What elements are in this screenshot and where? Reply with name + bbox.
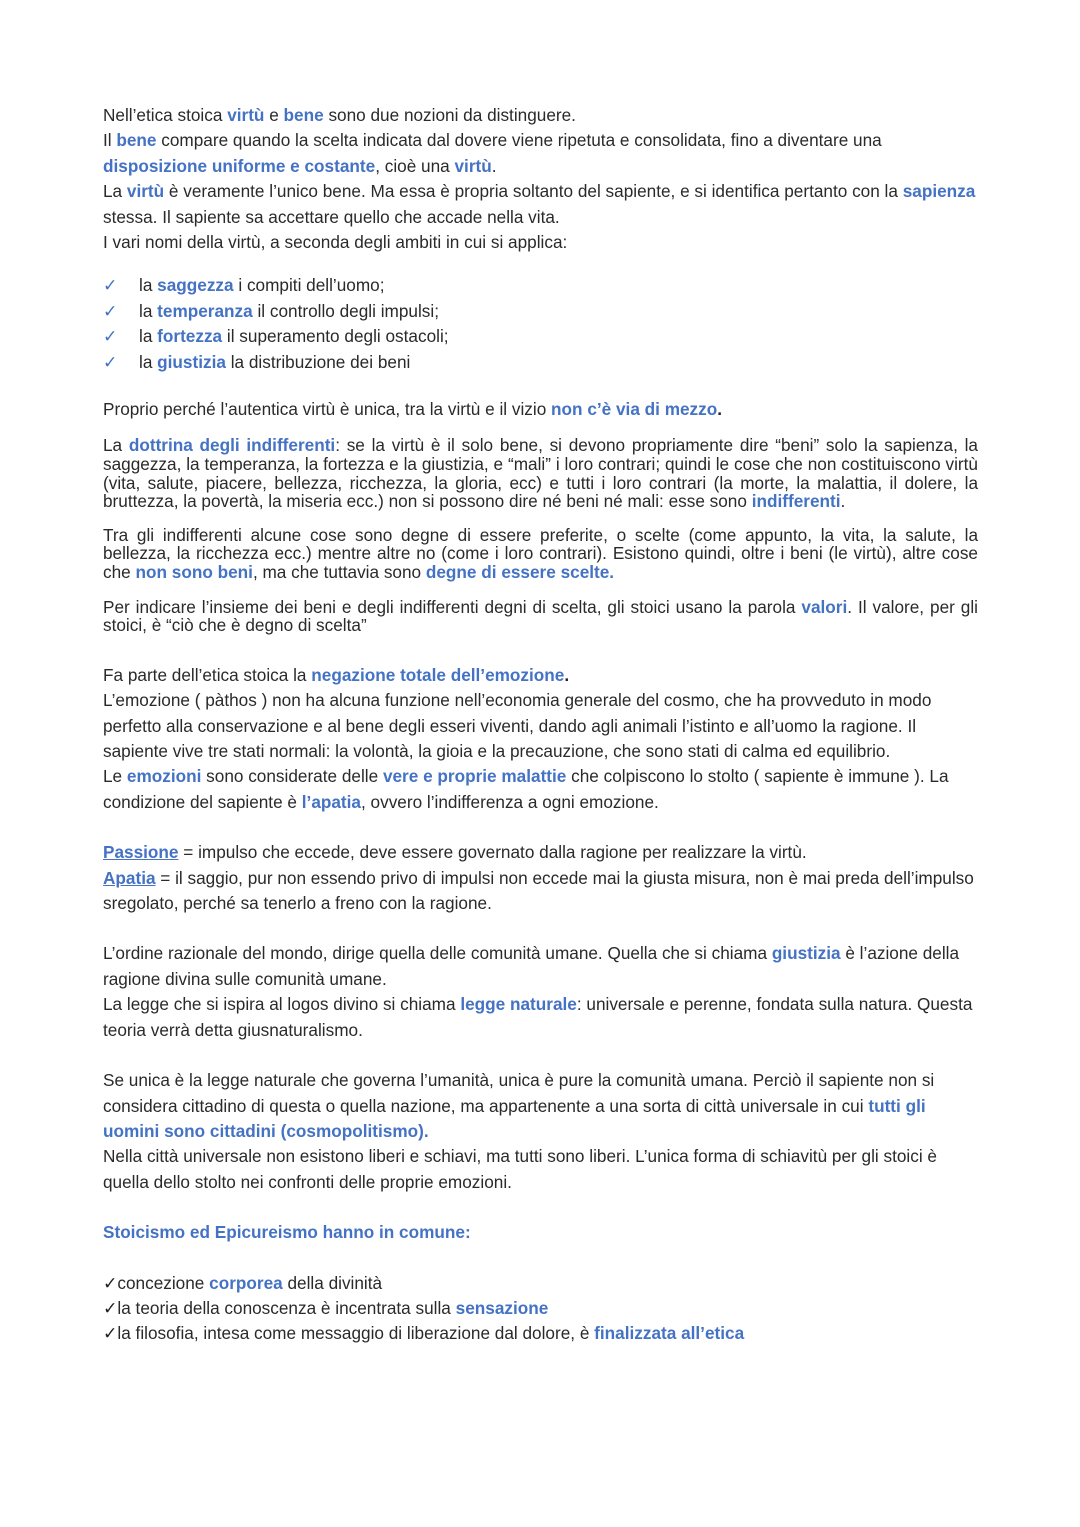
text: , cioè una	[375, 155, 455, 176]
paragraph-virtue-intro	[103, 103, 978, 255]
term-malattie: vere e proprie malattie	[382, 766, 567, 787]
text: .	[491, 155, 497, 176]
term-degne-di-scelta: degne di essere scelte.	[425, 562, 615, 583]
text: e	[264, 105, 284, 125]
checkmark-icon: ✓	[103, 326, 118, 347]
virtue-name: fortezza	[157, 326, 223, 347]
list-item	[103, 1321, 978, 1346]
text: = il saggio, pur non essendo privo di impulsi non eccede mai la giusta misura, non è mai preda dell’impulso sregolato, perché sa tenerlo a freno con la ragione.	[103, 867, 974, 914]
term-bene: bene	[283, 105, 324, 125]
line: I vari nomi della virtù, a seconda degli ambiti in cui si applica:	[103, 232, 568, 253]
term-sapienza: sapienza	[902, 181, 976, 202]
term-apatia: Apatia	[103, 867, 156, 888]
term-indifferenti: indifferenti	[751, 491, 841, 512]
term-cosmopolitismo: tutti gli uomini sono cittadini (cosmopolitismo).	[103, 1095, 926, 1141]
line	[103, 179, 978, 230]
text: , ma che tuttavia sono	[252, 562, 426, 583]
text: i compiti dell’uomo;	[233, 275, 385, 296]
term-emozioni: emozioni	[126, 766, 202, 787]
line	[103, 941, 978, 992]
term-via-di-mezzo: non c’è via di mezzo	[551, 399, 718, 420]
term-virtu: virtù	[126, 181, 165, 202]
text: = impulso che eccede, deve essere governato dalla ragione per realizzare la virtù.	[178, 842, 807, 863]
list-item	[103, 273, 978, 298]
line	[103, 128, 978, 179]
text: Nell’etica stoica	[103, 105, 228, 125]
text: . Il valore, per gli stoici, è “ciò che è degno di scelta”	[103, 596, 978, 636]
text: Proprio perché l’autentica virtù è unica, tra la virtù e il vizio	[103, 399, 552, 420]
text: la distribuzione dei beni	[225, 351, 411, 372]
key-term: sensazione	[455, 1297, 549, 1318]
text: Per indicare l’insieme dei beni e degli indifferenti degni di scelta, gli stoici usano la parola	[103, 596, 802, 617]
term-negazione: negazione totale dell’emozione	[311, 664, 565, 685]
checkmark-icon: ✓	[103, 351, 118, 372]
text: la teoria della conoscenza è incentrata sulla	[117, 1297, 456, 1318]
term-virtu: virtù	[227, 105, 265, 125]
line: Nella città universale non esistono liberi e schiavi, ma tutti sono liberi. L’unica forma di schiavitù per gli stoici è quella dello stolto nei confronti delle proprie emozioni.	[103, 1146, 937, 1192]
text: : se la virtù è il solo bene, si devono propriamente dire “beni” solo la sapienza, la saggezza, la temperanza, la fortezza e la giustizia, e “mali” i loro contrari; quindi le cose che non costituiscono virtù (vita, salute, piacere, bellezza, ricchezza, la gloria, ecc) e tutti i loro contrari (la morte, la malattia, il dolere, la bruttezza, la povertà, la miseria ecc.) non si possono dire né beni né mali: esse sono	[103, 435, 978, 512]
text: che colpiscono lo stolto ( sapiente è immune ). La condizione del sapiente è	[103, 766, 949, 812]
paragraph-no-middle-way	[103, 397, 978, 422]
text: la	[139, 351, 158, 372]
text: la filosofia, intesa come messaggio di liberazione dal dolore, è	[117, 1323, 595, 1344]
checkmark-icon: ✓	[103, 1297, 118, 1318]
text: la	[139, 300, 158, 321]
line	[103, 663, 978, 688]
list-item	[103, 324, 978, 349]
text: sono due nozioni da distinguere.	[323, 105, 576, 125]
term-giustizia: giustizia	[771, 943, 841, 964]
text: : universale e perenne, fondata sulla natura. Questa teoria verrà detta giusnaturalismo.	[103, 994, 973, 1040]
text: .	[840, 491, 846, 512]
virtue-name: giustizia	[157, 351, 226, 372]
text: Il	[103, 130, 117, 151]
key-term: corporea	[209, 1272, 283, 1293]
checkmark-icon: ✓	[103, 1272, 118, 1293]
paragraph-preferiti	[103, 526, 978, 582]
term-legge-naturale: legge naturale	[460, 994, 577, 1015]
text: .	[717, 399, 723, 420]
text: è l’azione della ragione divina sulle comunità umane.	[103, 943, 960, 989]
text: L’ordine razionale del mondo, dirige quella delle comunità umane. Quella che si chiama	[103, 943, 772, 964]
text: della divinità	[282, 1272, 383, 1293]
virtue-name: temperanza	[157, 300, 253, 321]
text: La	[103, 181, 127, 202]
paragraph-definitions	[103, 840, 978, 916]
term-passione: Passione	[103, 842, 179, 863]
line	[103, 764, 978, 815]
paragraph-valori	[103, 598, 978, 635]
text: La legge che si ispira al logos divino si chiama	[103, 994, 461, 1015]
line	[103, 840, 978, 865]
document-page	[103, 103, 978, 1347]
text: è veramente l’unico bene. Ma essa è propria soltanto del sapiente, e si identifica pertanto con la	[164, 181, 903, 202]
paragraph-legge-naturale	[103, 941, 978, 1043]
list-item	[103, 350, 978, 375]
section-heading: Stoicismo ed Epicureismo hanno in comune:	[103, 1222, 471, 1243]
paragraph-indifferenti	[103, 436, 978, 510]
virtues-list	[103, 273, 978, 375]
text: il controllo degli impulsi;	[252, 300, 439, 321]
term-virtu: virtù	[454, 155, 492, 176]
text: stessa. Il sapiente sa accettare quello che accade nella vita.	[103, 206, 560, 227]
checkmark-icon: ✓	[103, 300, 118, 321]
term-disposizione: disposizione uniforme e costante	[103, 155, 376, 176]
term-apatia: l’apatia	[301, 791, 361, 812]
text: La	[103, 435, 129, 456]
term-non-beni: non sono beni	[135, 562, 253, 583]
text: , ovvero l’indifferenza a ogni emozione.	[361, 791, 659, 812]
term-bene: bene	[116, 130, 157, 151]
list-item	[103, 1296, 978, 1321]
checkmark-icon: ✓	[103, 275, 118, 296]
checkmark-icon: ✓	[103, 1323, 118, 1344]
line	[103, 992, 978, 1043]
text: la	[139, 275, 158, 296]
text: .	[564, 664, 570, 685]
key-term: finalizzata all’etica	[594, 1323, 745, 1344]
common-points-list	[103, 1271, 978, 1347]
term-valori: valori	[801, 596, 848, 617]
line: L’emozione ( pàthos ) non ha alcuna funzione nell’economia generale del cosmo, che ha provveduto in modo perfetto alla conservazione e al bene degli esseri viventi, dando agli animali l’istinto e all’uomo la ragione. Il sapiente vive tre stati normali: la volontà, la gioia e la precauzione, che sono stati di calma ed equilibrio.	[103, 690, 932, 762]
paragraph-emozione	[103, 663, 978, 815]
virtue-name: saggezza	[157, 275, 234, 296]
text: la	[139, 326, 158, 347]
text: Fa parte dell’etica stoica la	[103, 664, 312, 685]
term-dottrina: dottrina degli indifferenti	[128, 435, 336, 456]
line	[103, 1068, 978, 1144]
text: il superamento degli ostacoli;	[222, 326, 449, 347]
line	[103, 866, 978, 917]
text: compare quando la scelta indicata dal dovere viene ripetuta e consolidata, fino a diventare una	[156, 130, 882, 151]
text: Se unica è la legge naturale che governa l’umanità, unica è pure la comunità umana. Perciò il sapiente non si considera cittadino di questa o quella nazione, ma appartenente a una sorta di città universale in cui	[103, 1070, 935, 1116]
paragraph-cosmopolitismo	[103, 1068, 978, 1195]
list-item	[103, 1271, 978, 1296]
list-item	[103, 299, 978, 324]
line	[103, 103, 978, 128]
text: sono considerate delle	[201, 766, 383, 787]
text: Tra gli indifferenti alcune cose sono degne di essere preferite, o scelte (come appunto, la vita, la salute, la bellezza, la ricchezza ecc.) mentre altre no (come i loro contrari). Esistono quindi, oltre i beni (le virtù), altre cose che	[103, 524, 978, 583]
text: Le	[103, 766, 127, 787]
text: concezione	[117, 1272, 210, 1293]
